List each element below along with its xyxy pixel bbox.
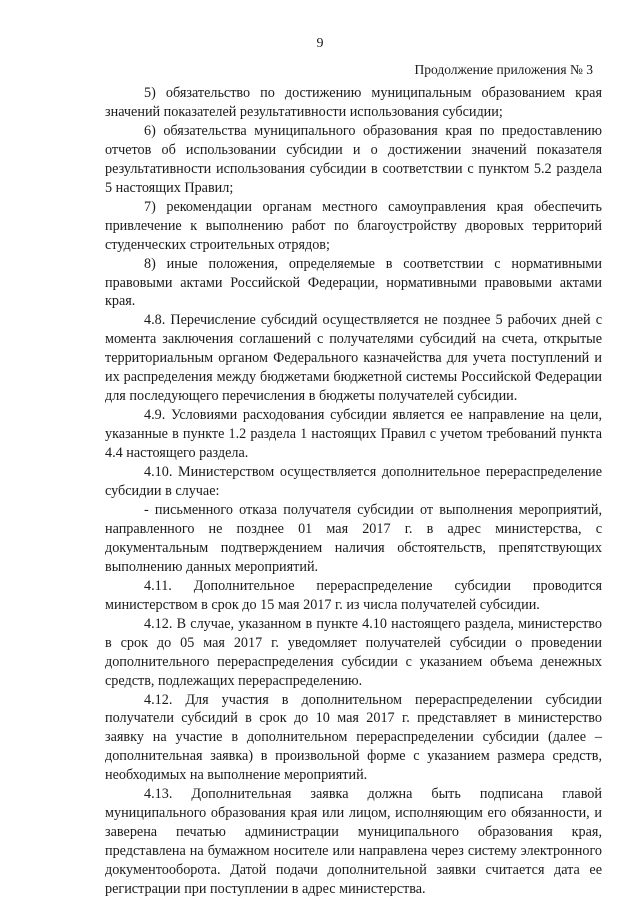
- appendix-continuation-label: Продолжение приложения № 3: [414, 62, 593, 77]
- paragraph-item-8: 8) иные положения, определяемые в соответствии с нормативными правовыми актами Российской Федерации, нормативными правовыми актами края.: [105, 255, 602, 310]
- paragraph-4-12-a: 4.12. В случае, указанном в пункте 4.10 настоящего раздела, министерство в срок до 05 мая 2017 г. уведомляет получателей субсидии о проведении дополнительного перераспределения субсидии с указанием объема денежных средств, подлежащих перераспределению.: [105, 615, 602, 689]
- paragraph-4-9: 4.9. Условиями расходования субсидии является ее направление на цели, указанные в пункте 1.2 раздела 1 настоящих Правил с учетом требований пункта 4.4 настоящего раздела.: [105, 407, 602, 462]
- paragraph-4-10: 4.10. Министерством осуществляется дополнительное перераспределение субсидии в случае:: [105, 464, 602, 500]
- paragraph-item-6: 6) обязательства муниципального образования края по предоставлению отчетов об использовании субсидии и о достижении значений показателя результативности использования субсидии в соответствии с пунктом 5.2 раздела 5 настоящих Правил;: [105, 122, 602, 196]
- paragraph-item-7: 7) рекомендации органам местного самоуправления края обеспечить привлечение к выполнению работ по благоустройству дворовых территорий студенческих строительных отрядов;: [105, 198, 602, 253]
- paragraph-4-8: 4.8. Перечисление субсидий осуществляется не позднее 5 рабочих дней с момента заключения соглашений с получателями субсидий на счета, открытые территориальным органом Федерального казначейства для учета поступлений и их распределения между бюджетами бюджетной системы Российской Федерации для последующего перечисления в бюджеты получателей субсидии.: [105, 312, 602, 405]
- paragraph-4-11: 4.11. Дополнительное перераспределение субсидии проводится министерством в срок до 15 мая 2017 г. из числа получателей субсидии.: [105, 577, 602, 613]
- paragraph-4-10-bullet: - письменного отказа получателя субсидии от выполнения мероприятий, направленного не позднее 01 мая 2017 г. в адрес министерства, с документальным подтверждением наличия обстоятельств, препятствующих выполнению данных мероприятий.: [105, 501, 602, 575]
- document-body: [105, 84, 602, 899]
- paragraph-4-12-b: 4.12. Для участия в дополнительном перераспределении субсидии получатели субсидий в срок до 10 мая 2017 г. представляет в министерство заявку на участие в дополнительном перераспределении субсидии (далее – дополнительная заявка) в произвольной форме с указанием размера средств, необходимых на выполнение мероприятий.: [105, 691, 602, 784]
- paragraph-4-13: 4.13. Дополнительная заявка должна быть подписана главой муниципального образования края или лицом, исполняющим его обязанности, и заверена печатью администрации муниципального образования края, представлена на бумажном носителе или направлена через систему электронного документооборота. Датой подачи дополнительной заявки считается дата ее регистрации при поступлении в адрес министерства.: [105, 786, 602, 898]
- page-number: 9: [316, 36, 324, 51]
- paragraph-item-5: 5) обязательство по достижению муниципальным образованием края значений показателей результативности использования субсидии;: [105, 85, 602, 120]
